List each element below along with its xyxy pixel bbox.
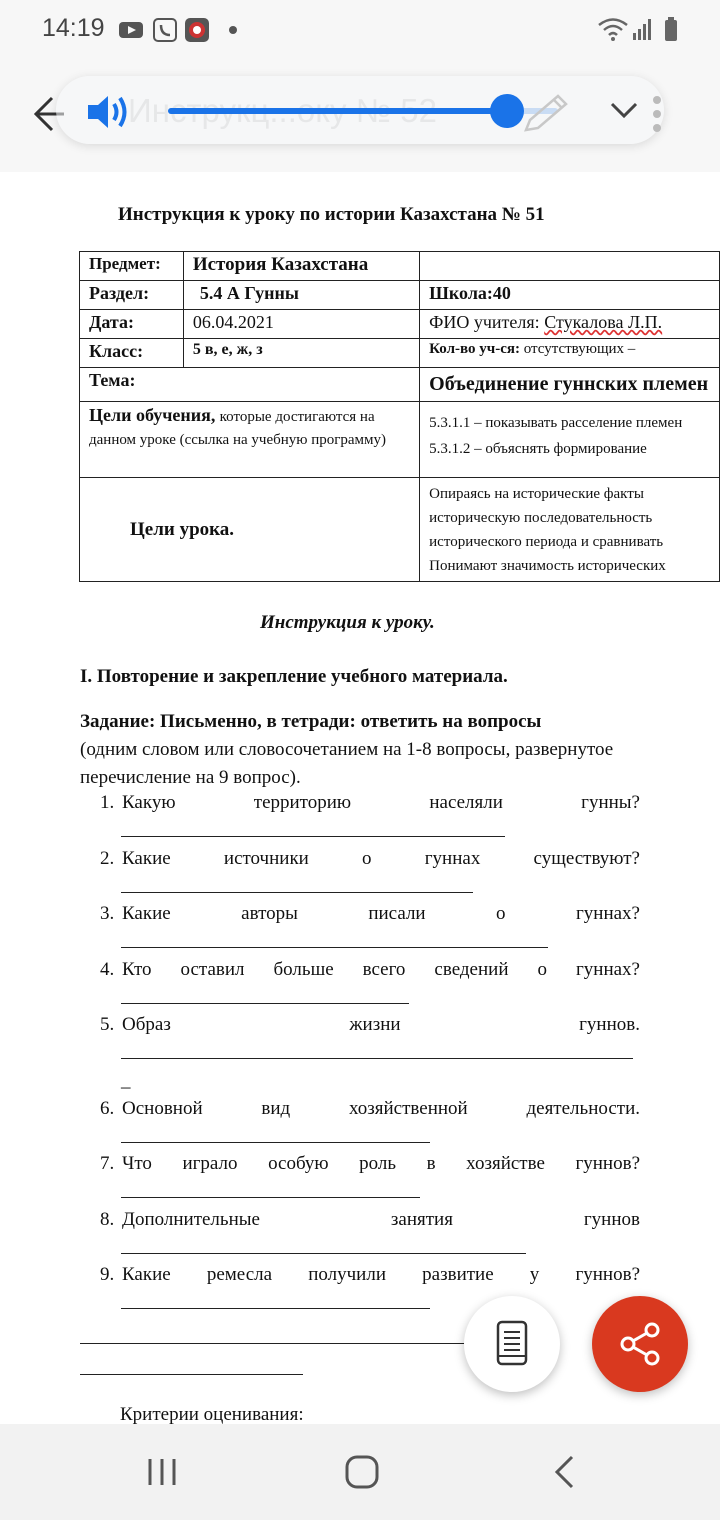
task-description: (одним словом или словосочетанием на 1-8 вопросы, развернутое перечисление на 9 вопрос). (80, 739, 614, 788)
share-button[interactable] (592, 1296, 688, 1392)
topic-label: Тема: (80, 368, 420, 402)
lesson-goal-line: Понимают значимость исторических (429, 558, 666, 574)
question-text: Какую территорию населяли гунны? (122, 792, 640, 813)
instruction-title: Инструкция к уроку. (260, 612, 435, 633)
lesson-goals-values (420, 478, 720, 582)
answer-line (80, 1343, 465, 1344)
answer-line (121, 836, 505, 837)
app-bar (0, 62, 720, 173)
date-value: 06.04.2021 (183, 310, 419, 339)
subject-label: Предмет: (80, 252, 184, 281)
lesson-goal-line: историческую последовательность (429, 510, 653, 526)
section-heading: I. Повторение и закрепление учебного материала. (80, 666, 508, 687)
status-bar (0, 0, 720, 62)
document-view-button[interactable] (464, 1296, 560, 1392)
volume-icon[interactable] (86, 92, 132, 132)
question-number: 9. (100, 1264, 115, 1285)
question-text: Какие ремесла получили развитие у гуннов? (122, 1264, 640, 1285)
topic-value: Объединение гуннских племен (420, 368, 720, 402)
volume-slider-fill (168, 108, 507, 114)
answer-line (80, 1374, 303, 1375)
subject-value: История Казахстана (183, 252, 419, 281)
lesson-goal-line: Опираясь на исторические факты (429, 486, 644, 502)
notification-app-icon (184, 18, 210, 42)
dot-icon (226, 18, 240, 42)
goals-label-bold: Цели обучения, (89, 405, 216, 425)
chevron-down-icon[interactable] (610, 100, 638, 120)
answer-line (121, 1253, 526, 1254)
task-block (80, 708, 640, 792)
students-label: Кол-во уч-ся: (429, 341, 520, 357)
question-text: Кто оставил больше всего сведений о гуннах? (122, 959, 640, 980)
lesson-goal-line: исторического периода и сравнивать (429, 534, 664, 550)
question-text: Основной вид хозяйственной деятельности. (122, 1098, 640, 1119)
lesson-goals-label: Цели урока. (80, 478, 420, 582)
question-number: 5. (100, 1014, 115, 1035)
pen-icon[interactable] (520, 92, 572, 136)
more-options-icon[interactable] (650, 94, 664, 134)
question-number: 2. (100, 848, 115, 869)
share-icon (616, 1320, 664, 1368)
answer-line (121, 892, 473, 893)
students-value: отсутствующих – (523, 341, 636, 357)
wifi-icon (596, 16, 630, 42)
question-text: Образ жизни гуннов. (122, 1014, 640, 1035)
learning-goals-label (80, 402, 420, 478)
students-cell (420, 339, 720, 368)
recent-apps-icon[interactable] (146, 1456, 178, 1488)
date-label: Дата: (80, 310, 184, 339)
section-value: 5.4 А Гунны (183, 281, 419, 310)
viber-icon (152, 18, 178, 42)
status-time: 14:19 (42, 14, 105, 42)
class-label: Класс: (80, 339, 184, 368)
goal-1: 5.3.1.1 – показывать расселение племен (429, 415, 683, 431)
question-number: 6. (100, 1098, 115, 1119)
task-title: Задание: Письменно, в тетради: ответить на вопросы (80, 711, 542, 732)
question-number: 7. (100, 1153, 115, 1174)
question-number: 1. (100, 792, 115, 813)
goals-label-rest: которые достигаются на данном уроке (ссылка на учебную программу) (89, 409, 387, 448)
answer-line (121, 947, 548, 948)
answer-line (121, 1003, 409, 1004)
section-label: Раздел: (80, 281, 184, 310)
answer-line (121, 1197, 420, 1198)
document-icon (496, 1320, 528, 1366)
youtube-icon (118, 18, 144, 42)
school-value: Школа:40 (420, 281, 720, 310)
battery-icon (664, 17, 678, 41)
answer-underscore: _ (121, 1070, 131, 1091)
navigation-bar (0, 1424, 720, 1520)
answer-line (121, 1142, 430, 1143)
back-nav-icon[interactable] (552, 1454, 576, 1490)
document-heading: Инструкция к уроку по истории Казахстана № 51 (118, 204, 545, 225)
empty-cell (420, 252, 720, 281)
question-text: Какие авторы писали о гуннах? (122, 903, 640, 924)
answer-line (121, 1308, 430, 1309)
question-number: 4. (100, 959, 115, 980)
question-number: 3. (100, 903, 115, 924)
lesson-info-table (79, 251, 720, 582)
teacher-value: Стукалова Л.П. (544, 312, 663, 332)
goal-2: 5.3.1.2 – объяснять формирование (429, 441, 647, 457)
document-page (0, 172, 720, 1424)
question-text: Дополнительные занятия гуннов (122, 1209, 640, 1230)
signal-icon (632, 18, 652, 40)
answer-line (121, 1058, 633, 1059)
criteria-heading: Критерии оценивания: (120, 1404, 304, 1424)
volume-slider[interactable] (168, 108, 558, 114)
home-icon[interactable] (344, 1454, 380, 1490)
teacher-label: ФИО учителя: (429, 312, 540, 332)
class-value: 5 в, е, ж, з (183, 339, 419, 368)
learning-goals-values (420, 402, 720, 478)
question-text: Что играло особую роль в хозяйстве гуннов? (122, 1153, 640, 1174)
teacher-cell (420, 310, 720, 339)
question-text: Какие источники о гуннах существуют? (122, 848, 640, 869)
question-number: 8. (100, 1209, 115, 1230)
